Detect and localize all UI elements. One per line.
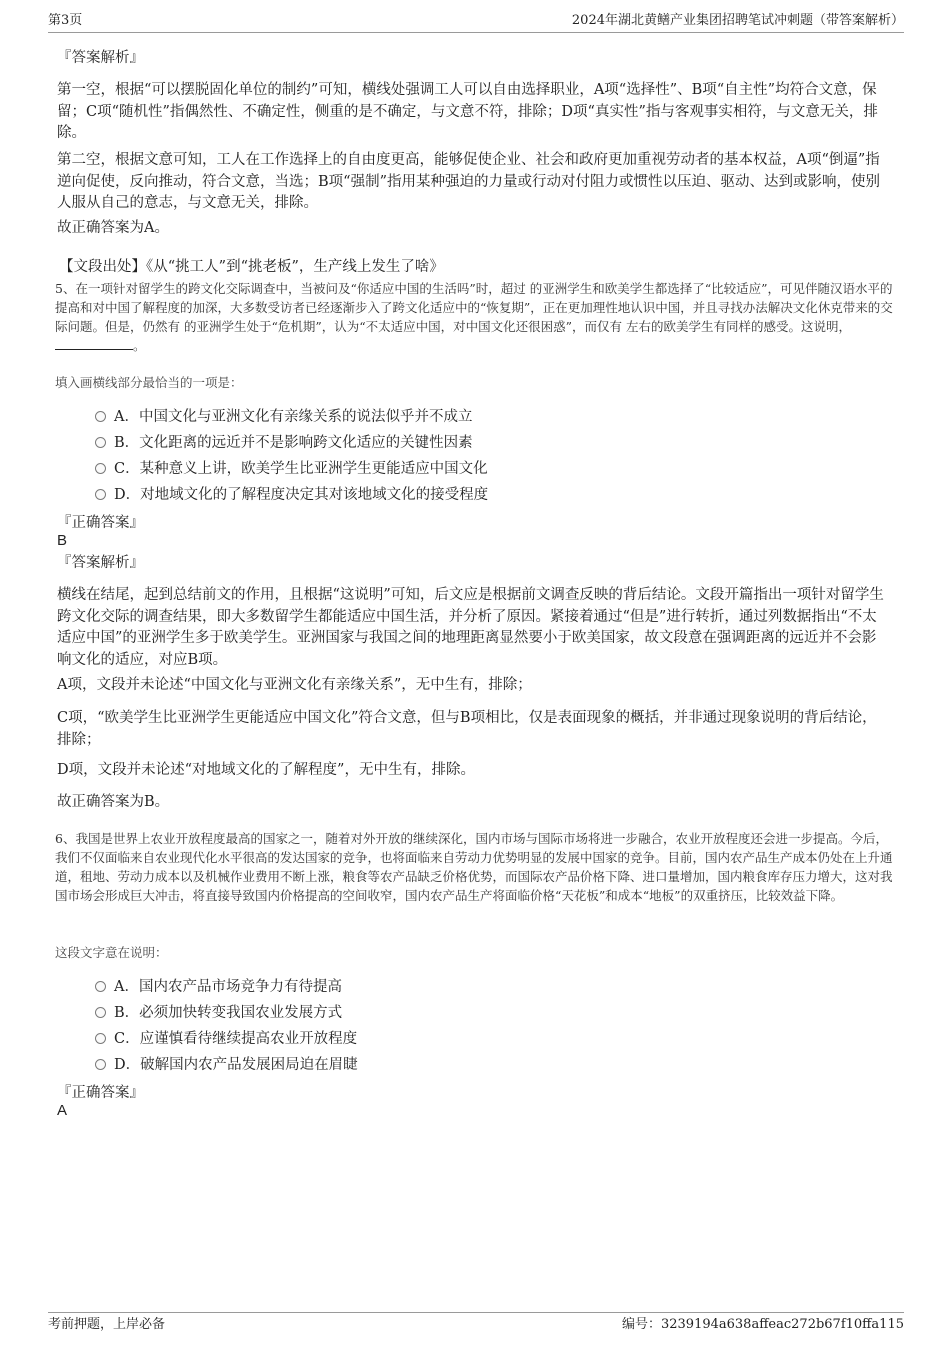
source-citation: 【文段出处】《从“挑工人”到“挑老板”，生产线上发生了啥》 [59, 259, 444, 275]
question-prompt: 这段文字意在说明： [55, 945, 168, 960]
option-label: B．必须加快转变我国农业发展方式 [114, 1005, 343, 1021]
option-label: C．应谨慎看待继续提高农业开放程度 [114, 1031, 358, 1047]
radio-icon[interactable] [95, 437, 106, 448]
correct-answer: B [57, 532, 68, 549]
option-d[interactable] [95, 1055, 358, 1075]
radio-icon[interactable] [95, 463, 106, 474]
option-label: C．某种意义上讲，欧美学生比亚洲学生更能适应中国文化 [114, 461, 488, 477]
option-c[interactable] [95, 1029, 357, 1049]
analysis-paragraph: 第一空，根据“可以摆脱固化单位的制约”可知，横线处强调工人可以自由选择职业，A项“选择性”、B项“自主性”均符合文意，保留；C项“随机性”指偶然性、不确定性，侧重的是不确定，与文意不符，排除；D项“真实性”指与客观事实相符，与文意无关，排除。 [57, 82, 878, 141]
analysis-label: 『答案解析』 [57, 50, 144, 66]
correct-answer-label: 『正确答案』 [57, 1085, 144, 1101]
option-b[interactable] [95, 1003, 342, 1023]
option-label: A．国内农产品市场竞争力有待提高 [114, 979, 342, 995]
correct-answer: A [57, 1102, 68, 1119]
option-d[interactable] [95, 485, 488, 505]
analysis-label: 『答案解析』 [57, 555, 144, 571]
option-c[interactable] [95, 459, 488, 479]
question-prompt: 填入画横线部分最恰当的一项是： [55, 375, 243, 390]
document-title: 2024年湖北黄鳝产业集团招聘笔试冲刺题（带答案解析） [571, 13, 904, 28]
question-text-part: 5、在一项针对留学生的跨文化交际调查中，当被问及“你适应中国的生活吗”时，超过 的亚洲学生和欧美学生都选择了“比较适应”，可见伴随汉语水平的提高和对中国了解程度的加深，大多数受访者已经逐渐步入了跨文化适应中的“恢复期”，正在更加理性地认识中国，并且寻找办法解决文化休克带来的交际问题。但是，仍然有 的亚洲学生处于“危机期”，认为“不太适应中国，对中国文化还很困惑”，而仅有 左右的欧美学生有同样的感受。这说明， [55, 281, 893, 334]
footer-slogan: 考前押题，上岸必备 [48, 1317, 166, 1332]
analysis-paragraph: C项，“欧美学生比亚洲学生更能适应中国文化”符合文意，但与B项相比，仅是表面现象的概括，并非通过现象说明的背后结论，排除； [57, 710, 877, 748]
page-header [48, 12, 904, 33]
question-6-text: 6、我国是世界上农业开放程度最高的国家之一，随着对外开放的继续深化，国内市场与国际市场将进一步融合，农业开放程度还会进一步提高。今后，我们不仅面临来自农业现代化水平很高的发达国家的竞争，也将面临来自劳动力优势明显的发展中国家的竞争。目前，国内农产品生产成本仍处在上升通道，租地、劳动力成本以及机械作业费用不断上涨，粮食等农产品缺乏价格优势，而国际农产品价格下降、进口量增加，国内粮食库存压力增大，这对我国市场会形成巨大冲击，将直接导致国内价格提高的空间收窄，国内农产品生产将面临价格“天花板”和成本“地板”的双重挤压，比较效益下降。 [55, 831, 893, 903]
option-label: D．破解国内农产品发展困局迫在眉睫 [114, 1057, 358, 1073]
option-label: D．对地域文化的了解程度决定其对该地域文化的接受程度 [114, 487, 489, 503]
analysis-paragraph: 第二空，根据文意可知，工人在工作选择上的自由度更高，能够促使企业、社会和政府更加重视劳动者的基本权益，A项“倒逼”指逆向促使，反向推动，符合文意，当选；B项“强制”指用某种强迫的力量或行动对付阻力或惯性以压迫、驱动、达到或影响，使别人服从自己的意志，与文意无关，排除。 [57, 152, 880, 211]
answer-conclusion: 故正确答案为A。 [57, 220, 169, 236]
option-label: A．中国文化与亚洲文化有亲缘关系的说法似乎并不成立 [114, 409, 473, 425]
radio-icon[interactable] [95, 1007, 106, 1018]
fill-blank [55, 337, 133, 350]
analysis-paragraph: 横线在结尾，起到总结前文的作用，且根据“这说明”可知，后文应是根据前文调查反映的背后结论。文段开篇指出一项针对留学生跨文化交际的调查结果，即大多数留学生都能适应中国生活，并分析了原因。紧接着通过“但是”进行转折，通过列数据指出“不太适应中国”的亚洲学生多于欧美学生。亚洲国家与我国之间的地理距离显然要小于欧美国家，故文段意在强调距离的远近并不会影响文化的适应，对应B项。 [57, 587, 884, 668]
radio-icon[interactable] [95, 1033, 106, 1044]
option-label: B．文化距离的远近并不是影响跨文化适应的关键性因素 [114, 435, 473, 451]
radio-icon[interactable] [95, 489, 106, 500]
analysis-paragraph: D项，文段并未论述“对地域文化的了解程度”，无中生有，排除。 [57, 762, 475, 778]
page-number: 第3页 [48, 13, 83, 28]
option-b[interactable] [95, 433, 473, 453]
option-a[interactable] [95, 977, 342, 997]
radio-icon[interactable] [95, 1059, 106, 1070]
document-code: 编号：3239194a638affeac272b67f10ffa115 [621, 1317, 904, 1332]
question-5-text [55, 279, 897, 355]
analysis-paragraph: A项，文段并未论述“中国文化与亚洲文化有亲缘关系”，无中生有，排除； [57, 677, 532, 693]
radio-icon[interactable] [95, 981, 106, 992]
correct-answer-label: 『正确答案』 [57, 515, 144, 531]
page-footer [48, 1312, 904, 1336]
question-text-part: 。 [133, 338, 146, 353]
option-a[interactable] [95, 407, 472, 427]
answer-conclusion: 故正确答案为B。 [57, 794, 170, 810]
radio-icon[interactable] [95, 411, 106, 422]
